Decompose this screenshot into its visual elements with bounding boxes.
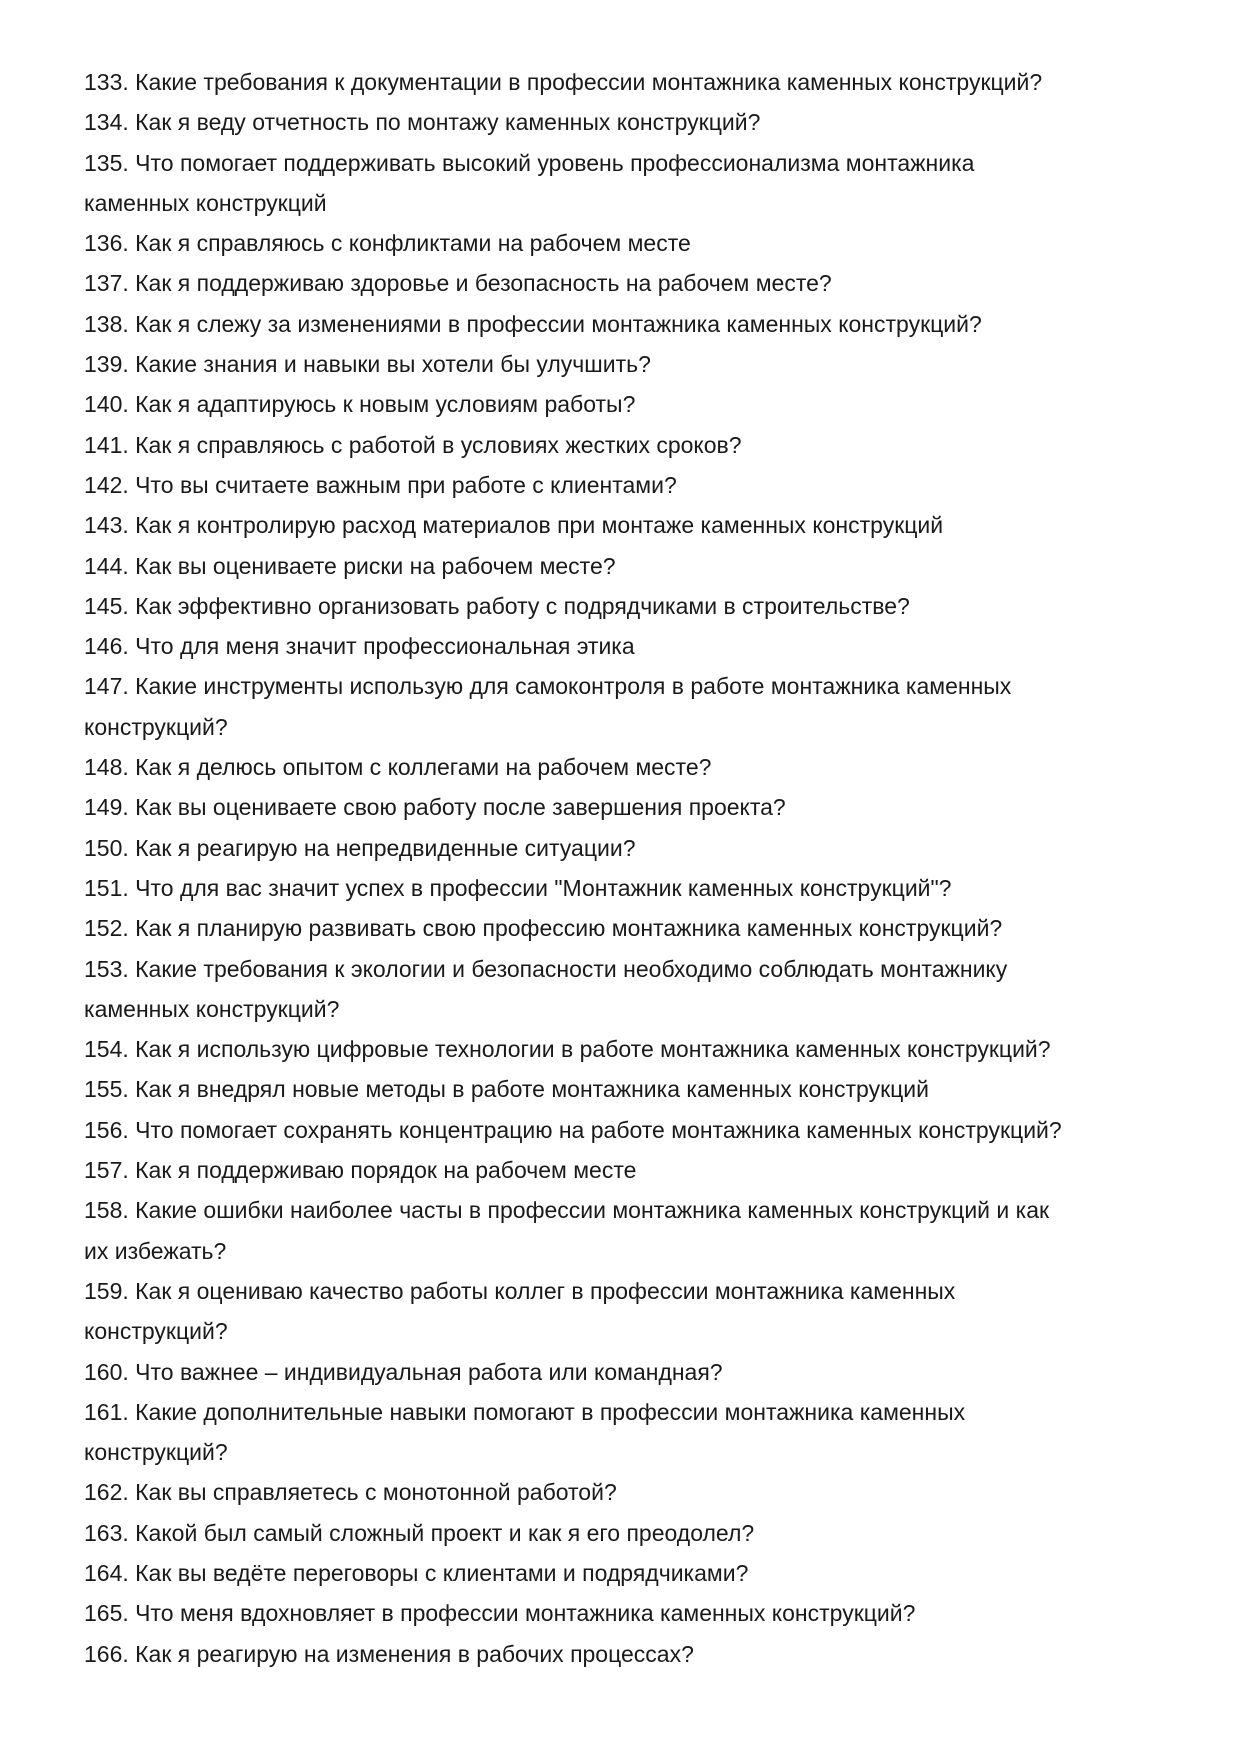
list-item: [84, 1634, 1194, 1674]
question-text: 136. Как я справляюсь с конфликтами на рабочем месте: [84, 230, 691, 257]
question-text: 156. Что помогает сохранять концентрацию на работе монтажника каменных конструкций?: [84, 1116, 1062, 1143]
question-text: 147. Какие инструменты использую для самоконтроля в работе монтажника каменных: [84, 673, 1012, 700]
question-text: 153. Какие требования к экологии и безопасности необходимо соблюдать монтажнику: [84, 955, 1008, 982]
list-item: [84, 1190, 1194, 1271]
question-text: 149. Как вы оцениваете свою работу после завершения проекта?: [84, 794, 786, 821]
list-item: [84, 1352, 1194, 1392]
list-item: [84, 747, 1194, 787]
list-item: [84, 1553, 1194, 1593]
document-page: [84, 62, 1194, 1674]
list-item: [84, 465, 1194, 505]
list-item: [84, 949, 1194, 1030]
question-text: 145. Как эффективно организовать работу с подрядчиками в строительстве?: [84, 592, 910, 619]
question-text: 154. Как я использую цифровые технологии в работе монтажника каменных конструкций?: [84, 1036, 1051, 1063]
list-item: [84, 908, 1194, 948]
list-item: [84, 505, 1194, 545]
question-text: 148. Как я делюсь опытом с коллегами на рабочем месте?: [84, 754, 712, 781]
list-item: [84, 1110, 1194, 1150]
question-text: 140. Как я адаптируюсь к новым условиям работы?: [84, 391, 636, 418]
question-text: 166. Как я реагирую на изменения в рабочих процессах?: [84, 1640, 694, 1667]
list-item: [84, 1029, 1194, 1069]
question-text: 143. Как я контролирую расход материалов при монтаже каменных конструкций: [84, 512, 944, 539]
question-text: 133. Какие требования к документации в профессии монтажника каменных конструкций?: [84, 69, 1043, 95]
question-text-continuation: каменных конструкций?: [84, 995, 340, 1022]
list-item: [84, 828, 1194, 868]
question-text: 134. Как я веду отчетность по монтажу каменных конструкций?: [84, 109, 761, 136]
list-item: [84, 1150, 1194, 1190]
list-item: [84, 626, 1194, 666]
question-text: 162. Как вы справляетесь с монотонной работой?: [84, 1479, 617, 1506]
question-text-continuation: конструкций?: [84, 713, 228, 740]
question-text: 139. Какие знания и навыки вы хотели бы улучшить?: [84, 351, 651, 378]
list-item: [84, 1069, 1194, 1109]
list-item: [84, 102, 1194, 142]
question-text-continuation: конструкций?: [84, 1439, 228, 1466]
question-text: 164. Как вы ведёте переговоры с клиентами и подрядчиками?: [84, 1559, 749, 1586]
list-item: [84, 62, 1194, 102]
question-text: 135. Что помогает поддерживать высокий уровень профессионализма монтажника: [84, 149, 975, 176]
question-text: 163. Какой был самый сложный проект и как я его преодолел?: [84, 1519, 755, 1546]
list-item: [84, 344, 1194, 384]
list-item: [84, 263, 1194, 303]
question-text: 157. Как я поддерживаю порядок на рабочем месте: [84, 1157, 637, 1184]
list-item: [84, 425, 1194, 465]
list-item: [84, 223, 1194, 263]
question-text: 146. Что для меня значит профессиональная этика: [84, 633, 635, 660]
list-item: [84, 546, 1194, 586]
question-text: 141. Как я справляюсь с работой в условиях жестких сроков?: [84, 431, 742, 458]
question-text: 152. Как я планирую развивать свою профессию монтажника каменных конструкций?: [84, 915, 1003, 942]
question-text: 138. Как я слежу за изменениями в профессии монтажника каменных конструкций?: [84, 310, 982, 337]
question-text-continuation: их избежать?: [84, 1237, 227, 1264]
question-text: 150. Как я реагирую на непредвиденные ситуации?: [84, 834, 636, 861]
question-text: 151. Что для вас значит успех в профессии "Монтажник каменных конструкций"?: [84, 874, 952, 901]
list-item: [84, 1513, 1194, 1553]
list-item: [84, 1472, 1194, 1512]
list-item: [84, 787, 1194, 827]
question-text: 144. Как вы оцениваете риски на рабочем месте?: [84, 552, 616, 579]
list-item: [84, 868, 1194, 908]
question-text: 165. Что меня вдохновляет в профессии монтажника каменных конструкций?: [84, 1600, 916, 1627]
list-item: [84, 1392, 1194, 1473]
list-item: [84, 586, 1194, 626]
question-text: 137. Как я поддерживаю здоровье и безопасность на рабочем месте?: [84, 270, 832, 297]
question-text: 161. Какие дополнительные навыки помогают в профессии монтажника каменных: [84, 1398, 966, 1425]
list-item: [84, 143, 1194, 224]
question-text-continuation: каменных конструкций: [84, 189, 327, 216]
question-text: 155. Как я внедрял новые методы в работе монтажника каменных конструкций: [84, 1076, 930, 1103]
list-item: [84, 1271, 1194, 1352]
list-item: [84, 666, 1194, 747]
question-text-continuation: конструкций?: [84, 1318, 228, 1345]
question-text: 158. Какие ошибки наиболее часты в профессии монтажника каменных конструкций и как: [84, 1197, 1050, 1224]
question-text: 159. Как я оцениваю качество работы коллег в профессии монтажника каменных: [84, 1277, 956, 1304]
list-item: [84, 1593, 1194, 1633]
question-text: 142. Что вы считаете важным при работе с клиентами?: [84, 471, 677, 498]
list-item: [84, 304, 1194, 344]
list-item: [84, 384, 1194, 424]
question-text: 160. Что важнее – индивидуальная работа или командная?: [84, 1358, 723, 1385]
